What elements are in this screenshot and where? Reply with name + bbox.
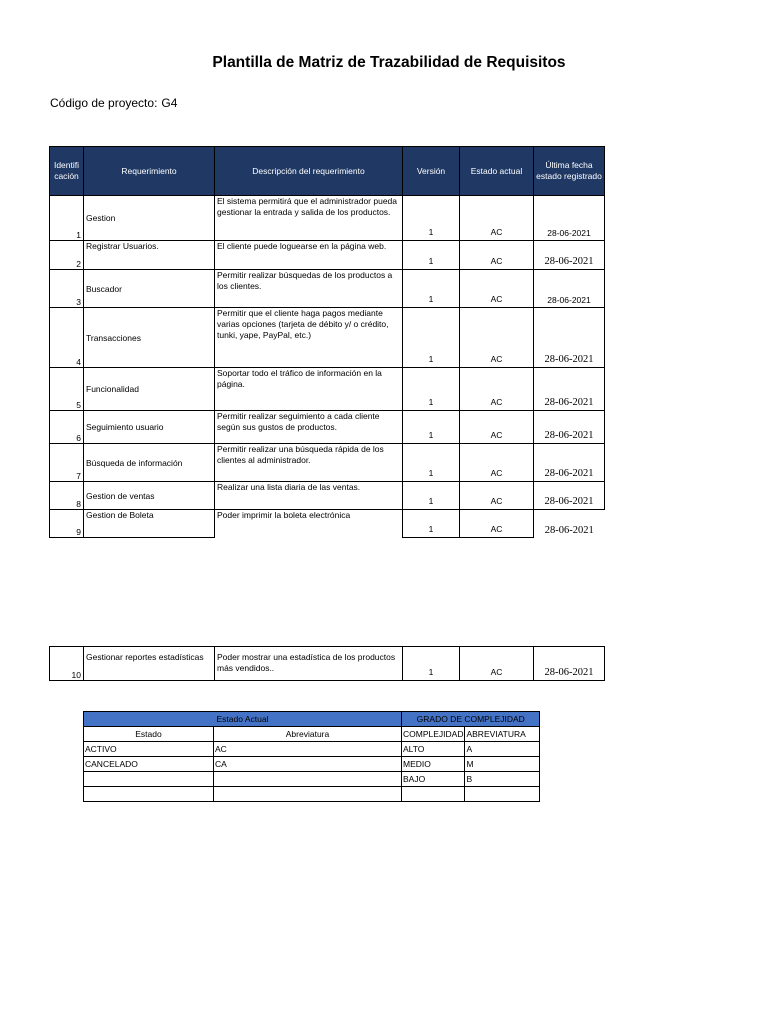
row-requirement: Registrar Usuarios.: [84, 241, 215, 270]
traceability-matrix-continued: [49, 646, 605, 681]
row-status: AC: [460, 647, 534, 681]
row-description: Permitir realizar búsquedas de los productos a los clientes.: [215, 270, 403, 308]
row-description: Soportar todo el tráfico de información en la página.: [215, 368, 403, 411]
table-row: [50, 411, 605, 444]
row-description: Poder imprimir la boleta electrónica: [217, 510, 351, 520]
row-version: 1: [403, 196, 460, 241]
legend-row: [84, 772, 540, 787]
row-version: 1: [403, 270, 460, 308]
row-description: Permitir realizar seguimiento a cada cliente según sus gustos de productos.: [215, 411, 403, 444]
table-row: [50, 196, 605, 241]
table-row: [50, 368, 605, 411]
grado-value: ALTO: [402, 742, 465, 757]
estado-abrev: CA: [214, 757, 402, 772]
project-code-label: Código de proyecto:: [50, 96, 158, 110]
row-description: El cliente puede loguearse en la página web.: [215, 241, 403, 270]
header-date: Última fecha estado registrado: [534, 147, 605, 196]
row-date: 28-06-2021: [534, 308, 605, 368]
header-requirement: Requerimiento: [84, 147, 215, 196]
legend-row: [84, 757, 540, 772]
row-requirement: Gestionar reportes estadísticas: [84, 647, 215, 681]
row-requirement: Buscador: [84, 270, 215, 308]
row-status: AC: [460, 411, 534, 444]
project-code: [50, 96, 177, 110]
table-row: [50, 270, 605, 308]
row-status: AC: [460, 368, 534, 411]
row-requirement: Búsqueda de información: [84, 444, 215, 482]
row-date: 28-06-2021: [534, 411, 605, 444]
col-abreviatura: Abreviatura: [214, 727, 402, 742]
col-abreviatura-2: ABREVIATURA: [465, 727, 540, 742]
row-status: AC: [460, 308, 534, 368]
row-id: 5: [50, 368, 84, 411]
row-status: AC: [460, 510, 534, 538]
grado-complejidad-title: GRADO DE COMPLEJIDAD: [402, 712, 540, 727]
row-requirement: Gestion de ventas: [84, 482, 215, 510]
header-status: Estado actual: [460, 147, 534, 196]
table-row: [50, 482, 605, 510]
row-date: 28-06-2021: [534, 196, 605, 241]
grado-abrev: A: [465, 742, 540, 757]
row-requirement: Seguimiento usuario: [84, 411, 215, 444]
row-status: AC: [460, 482, 534, 510]
grado-abrev: M: [465, 757, 540, 772]
col-complejidad: COMPLEJIDAD: [402, 727, 465, 742]
row-status: AC: [460, 241, 534, 270]
legend-row: [84, 742, 540, 757]
row-id: 9: [50, 510, 84, 538]
matrix-header-row: [50, 147, 605, 196]
grado-value: MEDIO: [402, 757, 465, 772]
row-version: 1: [403, 411, 460, 444]
row-id: 2: [50, 241, 84, 270]
row-date: 28-06-2021: [534, 241, 605, 270]
table-row: [50, 308, 605, 368]
row-description: Poder mostrar una estadística de los productos más vendidos..: [215, 647, 403, 681]
row-status: AC: [460, 270, 534, 308]
row-version: 1: [403, 510, 460, 538]
row-version: 1: [403, 444, 460, 482]
row-version: 1: [403, 482, 460, 510]
estado-value: ACTIVO: [84, 742, 214, 757]
row-date: 28-06-2021: [534, 482, 605, 510]
row-description: Realizar una lista diaria de las ventas.: [215, 482, 403, 510]
row-version: 1: [403, 368, 460, 411]
row-date: 28-06-2021: [544, 524, 594, 536]
row-date: 28-06-2021: [534, 647, 605, 681]
grado-value: BAJO: [402, 772, 465, 787]
row-version: 1: [403, 647, 460, 681]
row-requirement: Funcionalidad: [84, 368, 215, 411]
row-status: AC: [460, 444, 534, 482]
estado-abrev: AC: [214, 742, 402, 757]
traceability-matrix: [49, 146, 605, 538]
row-description: Permitir realizar una búsqueda rápida de los clientes al administrador.: [215, 444, 403, 482]
table-row: [50, 510, 605, 538]
row-requirement: Transacciones: [84, 308, 215, 368]
table-row: [50, 647, 605, 681]
row-description: El sistema permitirá que el administrador pueda gestionar la entrada y salida de los productos.: [215, 196, 403, 241]
row-id: 10: [50, 647, 84, 681]
header-description: Descripción del requerimiento: [215, 147, 403, 196]
legend-row: [84, 787, 540, 802]
grado-abrev: B: [465, 772, 540, 787]
row-status: AC: [460, 196, 534, 241]
row-date: 28-06-2021: [534, 444, 605, 482]
row-version: 1: [403, 308, 460, 368]
page-title: Plantilla de Matriz de Trazabilidad de Requisitos: [212, 54, 566, 71]
project-code-value: G4: [161, 96, 178, 110]
table-row: [50, 241, 605, 270]
row-requirement: Gestion: [84, 196, 215, 241]
header-version: Versión: [403, 147, 460, 196]
row-version: 1: [403, 241, 460, 270]
row-id: 8: [50, 482, 84, 510]
header-id: Identificación: [50, 147, 84, 196]
table-row: [50, 444, 605, 482]
col-estado: Estado: [84, 727, 214, 742]
row-id: 3: [50, 270, 84, 308]
estado-value: CANCELADO: [84, 757, 214, 772]
row-id: 7: [50, 444, 84, 482]
row-description: Permitir que el cliente haga pagos mediante varias opciones (tarjeta de débito y/ o crédito, tunki, yape, PayPal, etc.): [215, 308, 403, 368]
row-id: 1: [50, 196, 84, 241]
row-id: 6: [50, 411, 84, 444]
legend-table: [83, 711, 540, 802]
row-date: 28-06-2021: [534, 368, 605, 411]
row-date: 28-06-2021: [534, 270, 605, 308]
row-requirement: Gestion de Boleta: [84, 510, 215, 538]
estado-actual-title: Estado Actual: [84, 712, 402, 727]
row-id: 4: [50, 308, 84, 368]
